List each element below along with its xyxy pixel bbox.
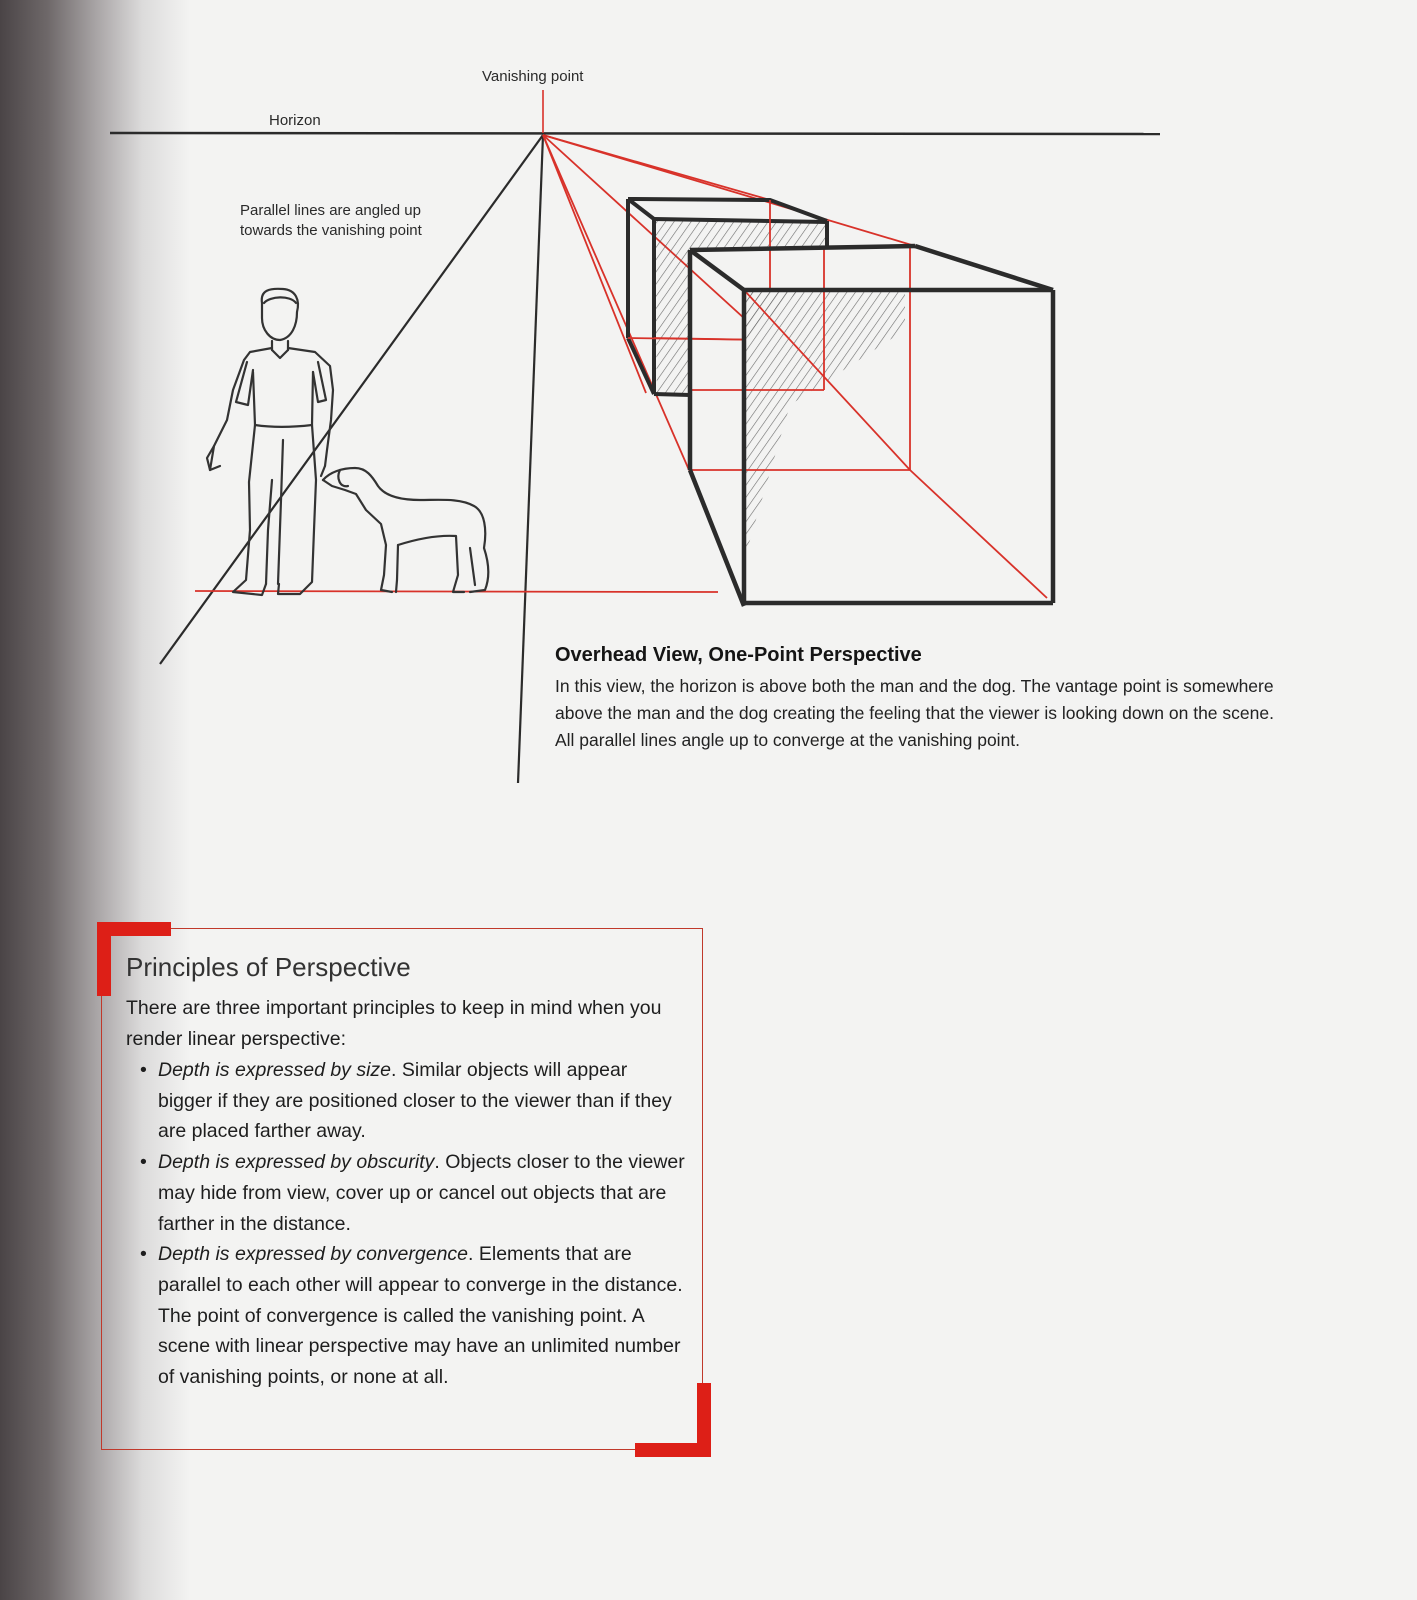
list-item: • Depth is expressed by obscurity. Objects closer to the viewer may hide from view, cover up or cancel out objects that are farther in the distance. [140, 1151, 685, 1235]
caption-line-2: above the man and the dog creating the feeling that the viewer is looking down on the scene. [555, 703, 1274, 723]
principles-list [126, 1055, 686, 1393]
caption-line-1: In this view, the horizon is above both the man and the dog. The vantage point is somewhere [555, 676, 1274, 696]
dog-figure [323, 468, 488, 592]
principle-text: . Objects closer to the viewer may hide from view, cover up or cancel out objects that are farther in the distance. [158, 1151, 685, 1235]
principles-intro: There are three important principles to keep in mind when you render linear perspective: [126, 997, 662, 1050]
principle-text: . Similar objects will appear bigger if they are positioned closer to the viewer than if they are placed farther away. [158, 1059, 672, 1143]
figure-caption [555, 644, 1355, 754]
principle-text: . Elements that are parallel to each other will appear to converge in the distance. The point of convergence is called the vanishing point. A scene with linear perspective may have an unlimited number of vanishing points, or none at all. [158, 1243, 683, 1389]
principle-term: Depth is expressed by obscurity [158, 1151, 435, 1174]
caption-line-3: All parallel lines angle up to converge at the vanishing point. [555, 730, 1021, 750]
principles-content [126, 952, 686, 1393]
horizon-label: Horizon [269, 112, 321, 129]
horizon-line [110, 133, 1160, 134]
caption-body [555, 673, 1355, 754]
corner-accent-bottom-vertical [697, 1383, 711, 1457]
principles-title: Principles of Perspective [126, 952, 411, 982]
principle-term: Depth is expressed by convergence [158, 1243, 469, 1266]
caption-title: Overhead View, One-Point Perspective [555, 644, 922, 666]
principle-term: Depth is expressed by size [158, 1059, 392, 1081]
man-figure [207, 289, 333, 595]
vanishing-point-label: Vanishing point [482, 68, 584, 85]
large-cube [689, 246, 1053, 606]
list-item: • Depth is expressed by size. Similar objects will appear bigger if they are positioned closer to the viewer than if they are placed farther away. [140, 1059, 672, 1143]
list-item: • Depth is expressed by convergence. Elements that are parallel to each other will appear to converge in the distance. The point of convergence is called the vanishing point. A scene with linear perspective may have an unlimited number of vanishing points, or none at all. [140, 1243, 683, 1389]
parallel-lines-note-line1: Parallel lines are angled up [240, 202, 421, 219]
convergence-line-center [518, 135, 543, 783]
parallel-lines-note-line2: towards the vanishing point [240, 222, 422, 239]
corner-accent-top-vertical [97, 922, 111, 996]
